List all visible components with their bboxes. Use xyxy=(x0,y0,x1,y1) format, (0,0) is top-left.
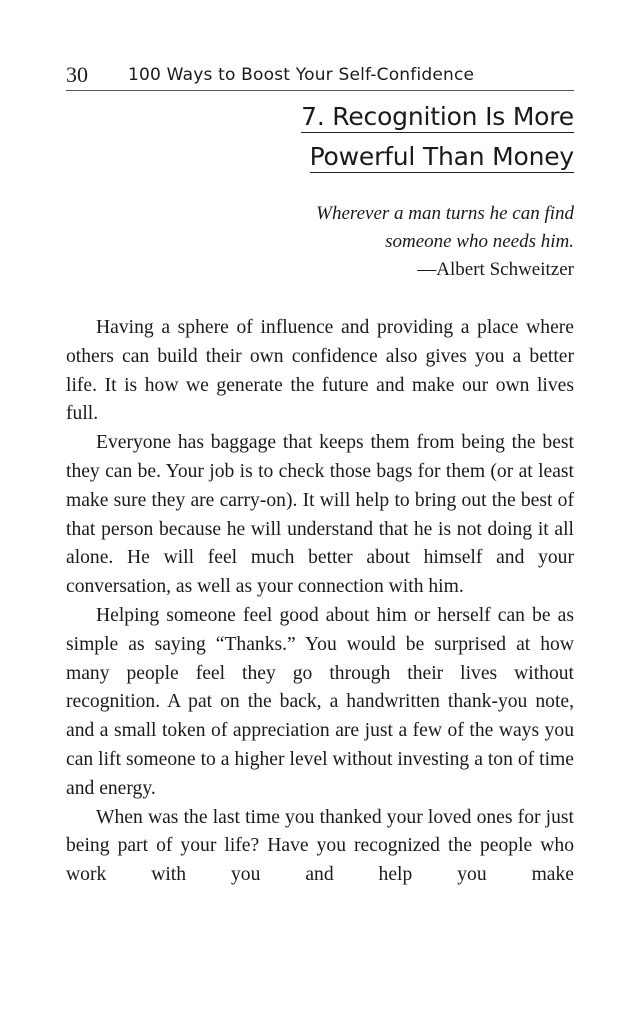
body-text xyxy=(66,314,574,890)
paragraph-3: Helping someone feel good about him or herself can be as simple as saying “Thanks.” You would be surprised at how many people feel they go through their lives without recognition. A pat on the back, a handwritten thank-you note, and a small token of appreciation are just a few of the ways you can lift someone to a higher level without investing a ton of time and energy. xyxy=(66,604,574,799)
running-title: 100 Ways to Boost Your Self-Confidence xyxy=(128,65,475,85)
chapter-title-line-2: Powerful Than Money xyxy=(309,142,574,171)
page-number: 30 xyxy=(66,62,88,87)
page-header xyxy=(66,62,574,91)
chapter-title-line-1: 7. Recognition Is More xyxy=(301,102,574,131)
epigraph-attribution: —Albert Schweitzer xyxy=(417,259,574,280)
paragraph-1: Having a sphere of influence and providing a place where others can build their own confidence also gives you a better life. It is how we generate the future and make our own lives full. xyxy=(66,317,574,425)
chapter-title xyxy=(301,98,574,178)
paragraph-2: Everyone has baggage that keeps them from being the best they can be. Your job is to check those bags for them (or at least make sure they are carry-on). It will help to bring out the best of that person because he will understand that he is not doing it all alone. He will feel much better about himself and your conversation, as well as your connection with him. xyxy=(66,432,574,598)
paragraph-4: When was the last time you thanked your loved ones for just being part of your life? Have you recognized the people who work with you and help you make xyxy=(66,806,574,886)
epigraph-quote-line-2: someone who needs him. xyxy=(385,231,574,252)
epigraph-quote-line-1: Wherever a man turns he can find xyxy=(316,203,574,224)
epigraph xyxy=(154,200,574,284)
